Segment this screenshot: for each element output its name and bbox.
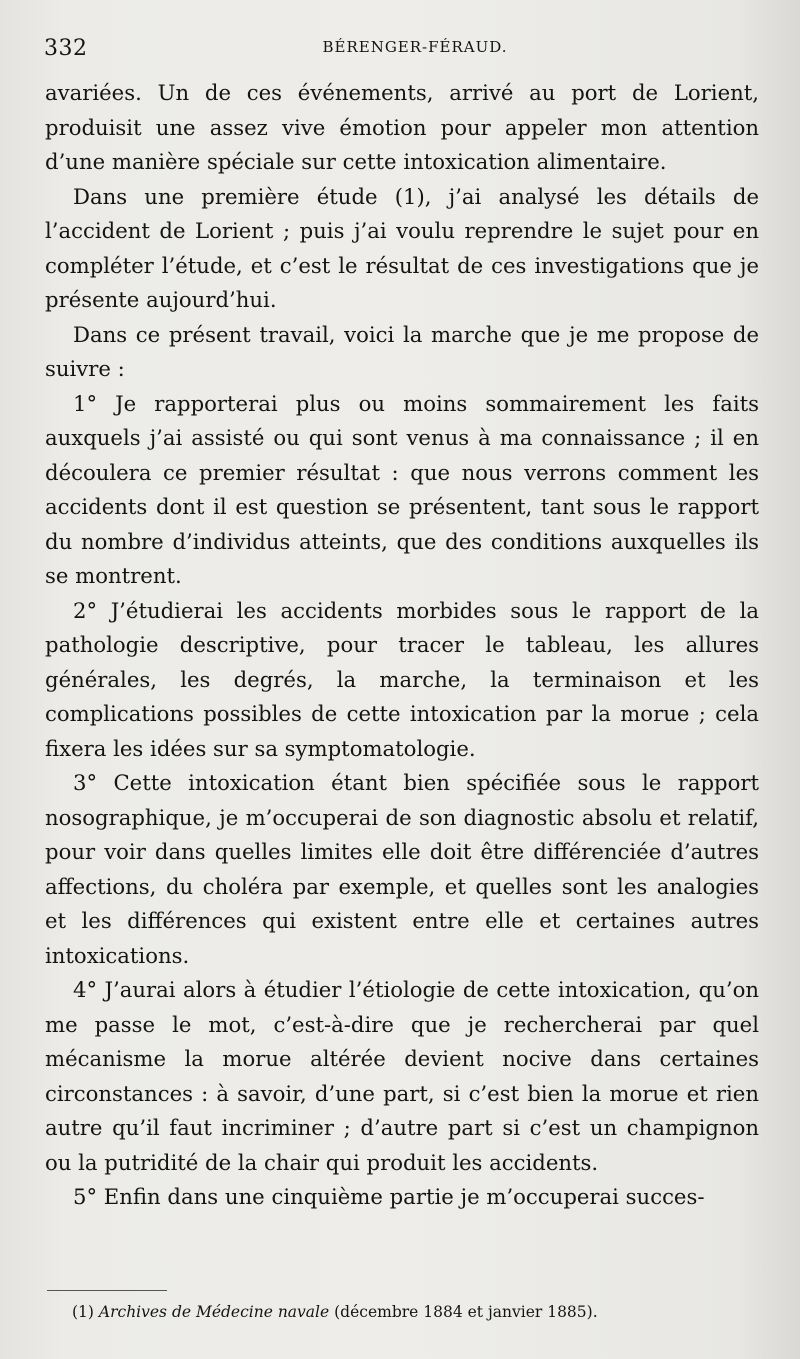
paragraph-point-5: 5° Enfin dans une cinquième partie je m’occuperai succes- — [73, 1184, 705, 1209]
paragraph-first-study: Dans une première étude (1), j’ai analysé les détails de l’accident de Lorient ; puis j’ai voulu reprendre le sujet pour en compléter l’étude, et c’est le résultat de ces investigations que je présente aujourd’hui. — [45, 183, 759, 312]
footnote — [72, 1300, 762, 1324]
paragraph-continuation: avariées. Un de ces événements, arrivé au port de Lorient, produisit une assez vive émotion pour appeler mon attention d’une manière spéciale sur cette intoxication alimentaire. — [45, 80, 759, 174]
body-text — [45, 76, 759, 1215]
footnote-source: Archives de Médecine navale — [98, 1303, 330, 1321]
footnote-divider — [47, 1290, 167, 1291]
paragraph-point-4: 4° J’aurai alors à étudier l’étiologie de cette intoxication, qu’on me passe le mot, c’est-à-dire que je rechercherai par quel mécanisme la morue altérée devient nocive dans certaines circonstances : à savoir, d’une part, si c’est bien la morue et rien autre qu’il faut incriminer ; d’autre part si c’est un champignon ou la putridité de la chair qui produit les accidents. — [45, 977, 759, 1175]
page-number: 332 — [44, 36, 88, 61]
running-head: BÉRENGER-FÉRAUD. — [322, 38, 508, 56]
paragraph-point-3: 3° Cette intoxication étant bien spécifiée sous le rapport nosographique, je m’occuperai de son diagnostic absolu et relatif, pour voir dans quelles limites elle doit être différenciée d’autres affections, du choléra par exemple, et quelles sont les analogies et les différences qui existent entre elle et certaines autres intoxications. — [45, 770, 759, 968]
paragraph-plan: Dans ce présent travail, voici la marche que je me propose de suivre : — [45, 321, 759, 381]
footnote-detail: (décembre 1884 et janvier 1885). — [334, 1303, 598, 1321]
footnote-marker: (1) — [72, 1303, 94, 1321]
paragraph-point-1: 1° Je rapporterai plus ou moins sommairement les faits auxquels j’ai assisté ou qui sont venus à ma connaissance ; il en découlera ce premier résultat : que nous verrons comment les accidents dont il est question se présentent, tant sous le rapport du nombre d’individus atteints, que des conditions auxquelles ils se montrent. — [45, 390, 759, 588]
paragraph-point-2: 2° J’étudierai les accidents morbides sous le rapport de la pathologie descriptive, pour tracer le tableau, les allures générales, les degrés, la marche, la terminaison et les complications possibles de cette intoxication par la morue ; cela fixera les idées sur sa symptomatologie. — [45, 597, 759, 761]
page-header — [44, 36, 756, 66]
